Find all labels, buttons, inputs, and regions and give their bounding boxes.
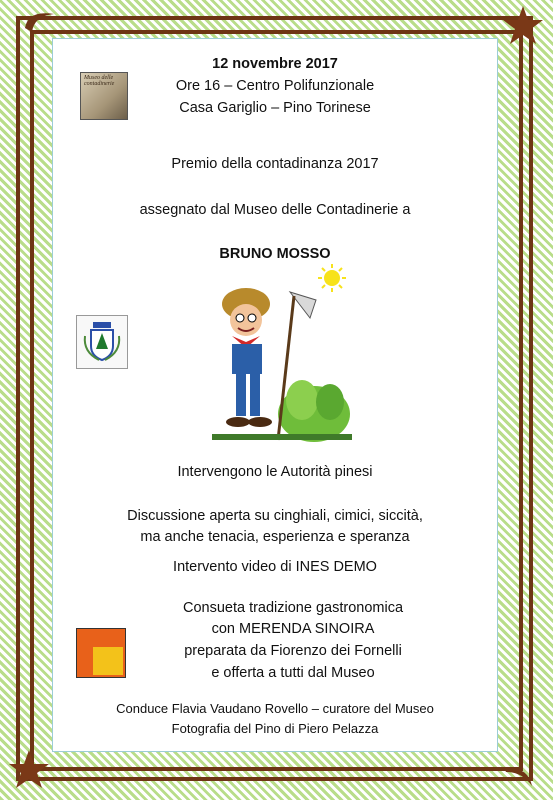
award-title: Premio della contadinanza 2017 (171, 156, 379, 172)
comune-logo (76, 315, 128, 369)
event-time-place: Ore 16 – Centro Polifunzionale (175, 78, 375, 94)
museo-logo-text: Museo delle contadinerie (84, 75, 115, 87)
farmer-illustration (206, 262, 356, 448)
moon-corner-icon (22, 8, 56, 36)
food-line-1: Consueta tradizione gastronomica (182, 600, 404, 616)
award-assigned-by: assegnato dal Museo delle Contadinerie a (139, 202, 411, 218)
food-line-3: preparata da Fiorenzo dei Fornelli (184, 643, 402, 659)
food-line-2: con MERENDA SINOIRA (211, 621, 375, 637)
event-venue: Casa Gariglio – Pino Torinese (179, 100, 371, 116)
moon-corner-icon (500, 762, 536, 792)
authorities-line: Intervengono le Autorità pinesi (177, 464, 373, 480)
sun-icon (318, 264, 346, 292)
photo-credit: Fotografia del Pino di Piero Pelazza (171, 721, 379, 736)
award-recipient: BRUNO MOSSO (219, 246, 331, 262)
food-line-4: e offerta a tutti dal Museo (211, 665, 375, 681)
discussion-line-1: Discussione aperta su cinghiali, cimici, siccità, (127, 508, 423, 524)
host-credit: Conduce Flavia Vaudano Rovello – curatore del Museo (116, 701, 434, 716)
star-corner-icon (6, 748, 52, 794)
video-line: Intervento video di INES DEMO (173, 559, 377, 575)
discussion-line-2: ma anche tenacia, esperienza e speranza (140, 529, 410, 545)
star-corner-icon (500, 4, 546, 50)
event-date: 12 novembre 2017 (212, 56, 338, 72)
coat-of-arms-icon (77, 316, 127, 368)
